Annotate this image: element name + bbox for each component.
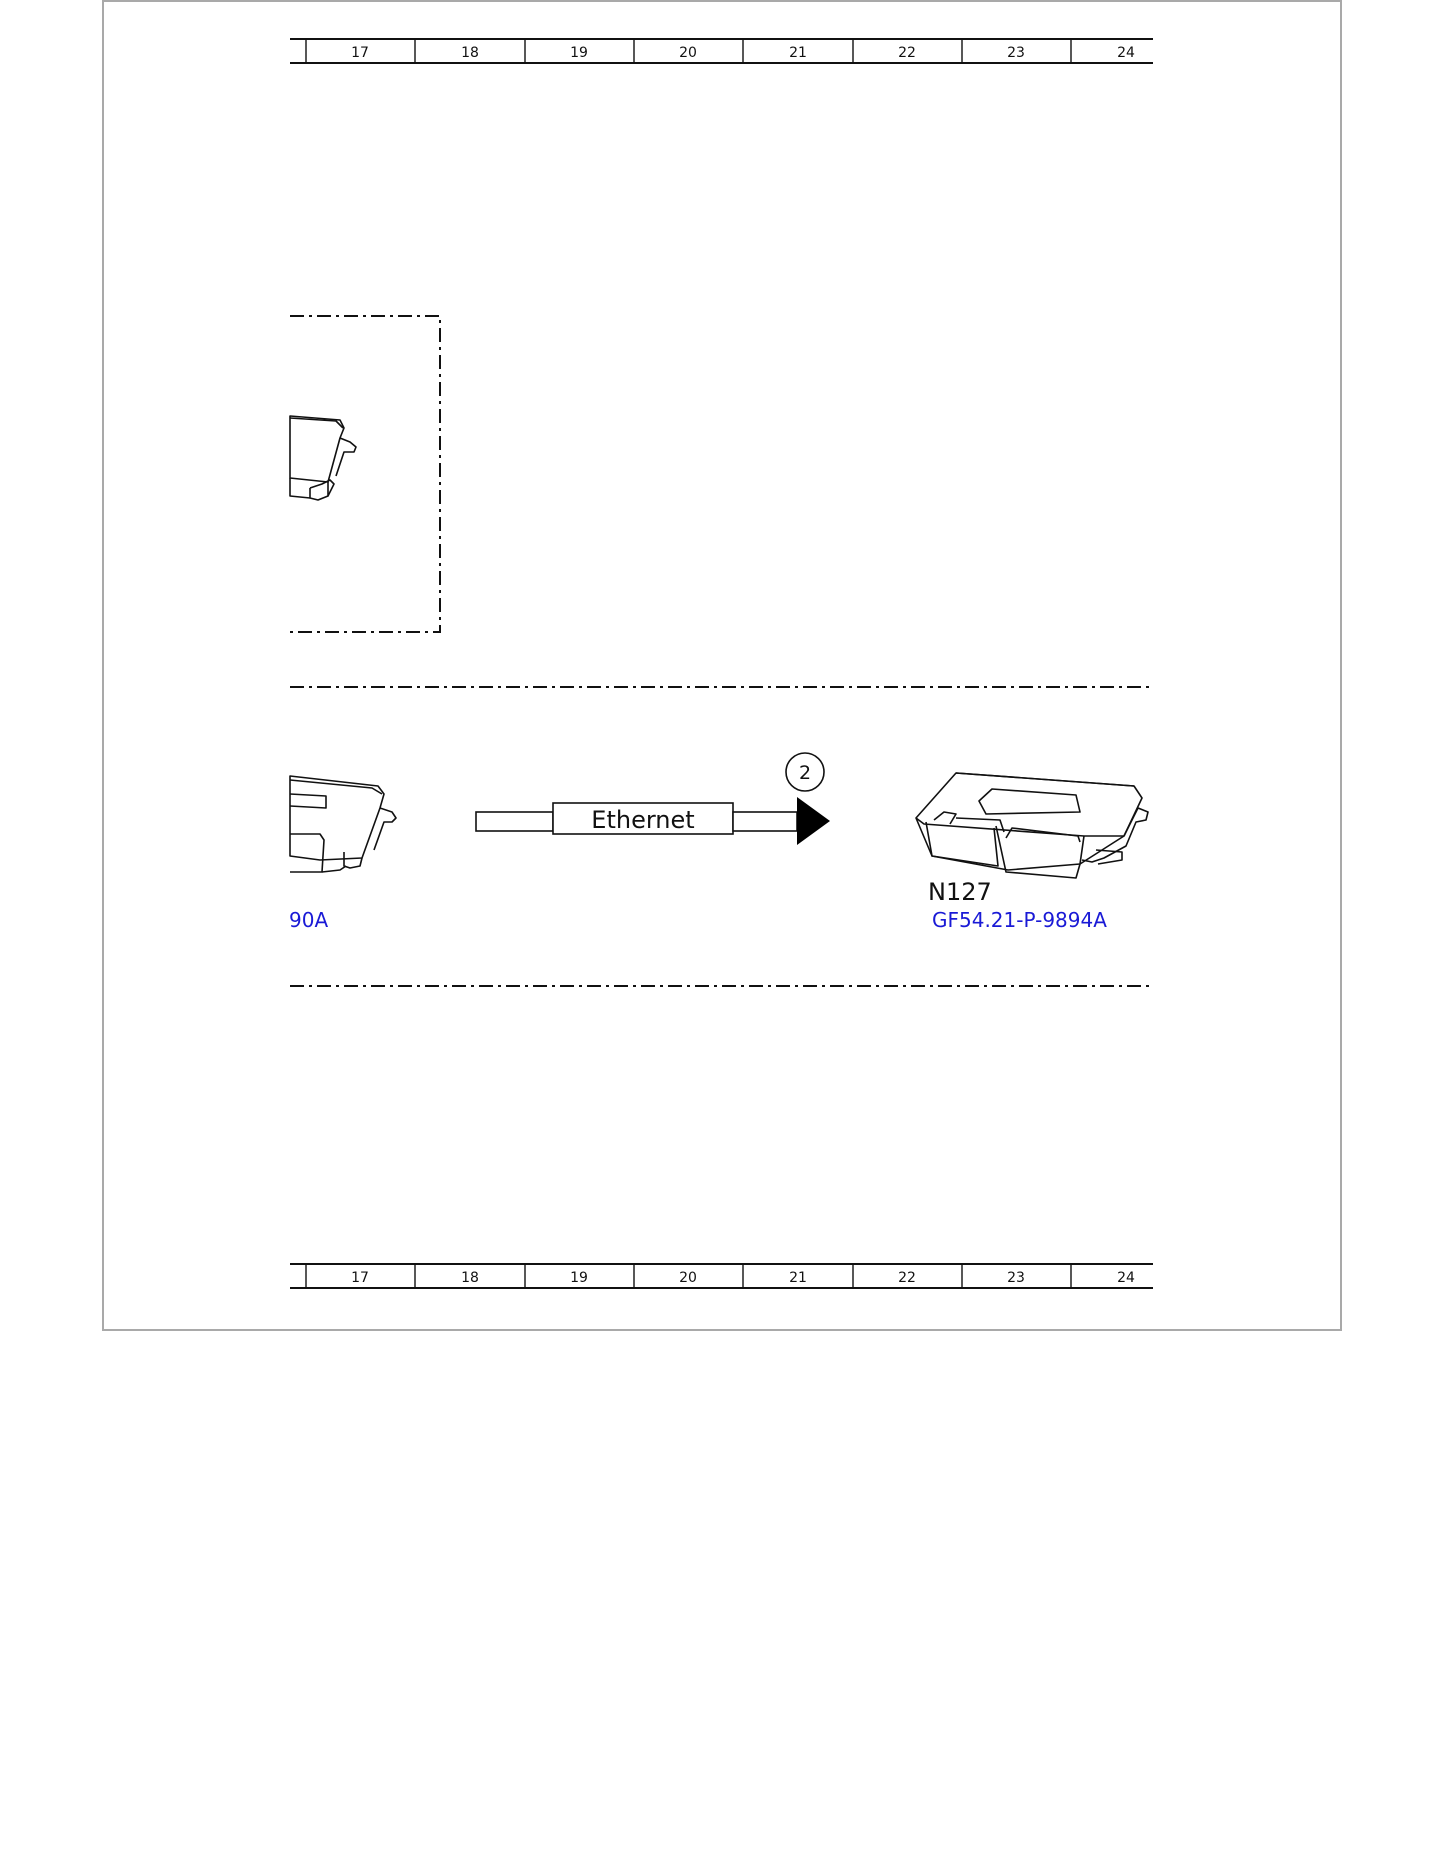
ruler-col-24: 24: [1117, 1270, 1135, 1286]
ruler-col-19: 19: [570, 1270, 588, 1286]
control-unit-icon: [290, 416, 356, 500]
ruler-col-22: 22: [898, 45, 916, 61]
ruler-col-18: 18: [461, 45, 479, 61]
connection-marker: 2: [798, 762, 812, 784]
right-module-link[interactable]: GF54.21-P-9894A: [932, 908, 1107, 932]
control-unit-icon: [916, 773, 1148, 878]
right-module-code: N127: [928, 878, 992, 906]
ruler-col-18: 18: [461, 1270, 479, 1286]
ruler-col-19: 19: [570, 45, 588, 61]
ruler-col-23: 23: [1007, 45, 1025, 61]
connection-label: Ethernet: [591, 806, 695, 834]
ruler-col-22: 22: [898, 1270, 916, 1286]
ruler-col-20: 20: [679, 45, 697, 61]
top-ruler: [290, 39, 1153, 63]
arrow-right-icon: [797, 797, 830, 845]
ruler-col-24: 24: [1117, 45, 1135, 61]
control-unit-icon: [290, 776, 396, 872]
ruler-col-17: 17: [351, 1270, 369, 1286]
ruler-col-17: 17: [351, 45, 369, 61]
ethernet-connection: [476, 753, 830, 845]
bottom-ruler: [290, 1264, 1153, 1288]
ruler-col-21: 21: [789, 1270, 807, 1286]
left-module-link[interactable]: 90A: [289, 908, 329, 932]
ruler-col-20: 20: [679, 1270, 697, 1286]
ruler-col-21: 21: [789, 45, 807, 61]
ruler-col-23: 23: [1007, 1270, 1025, 1286]
